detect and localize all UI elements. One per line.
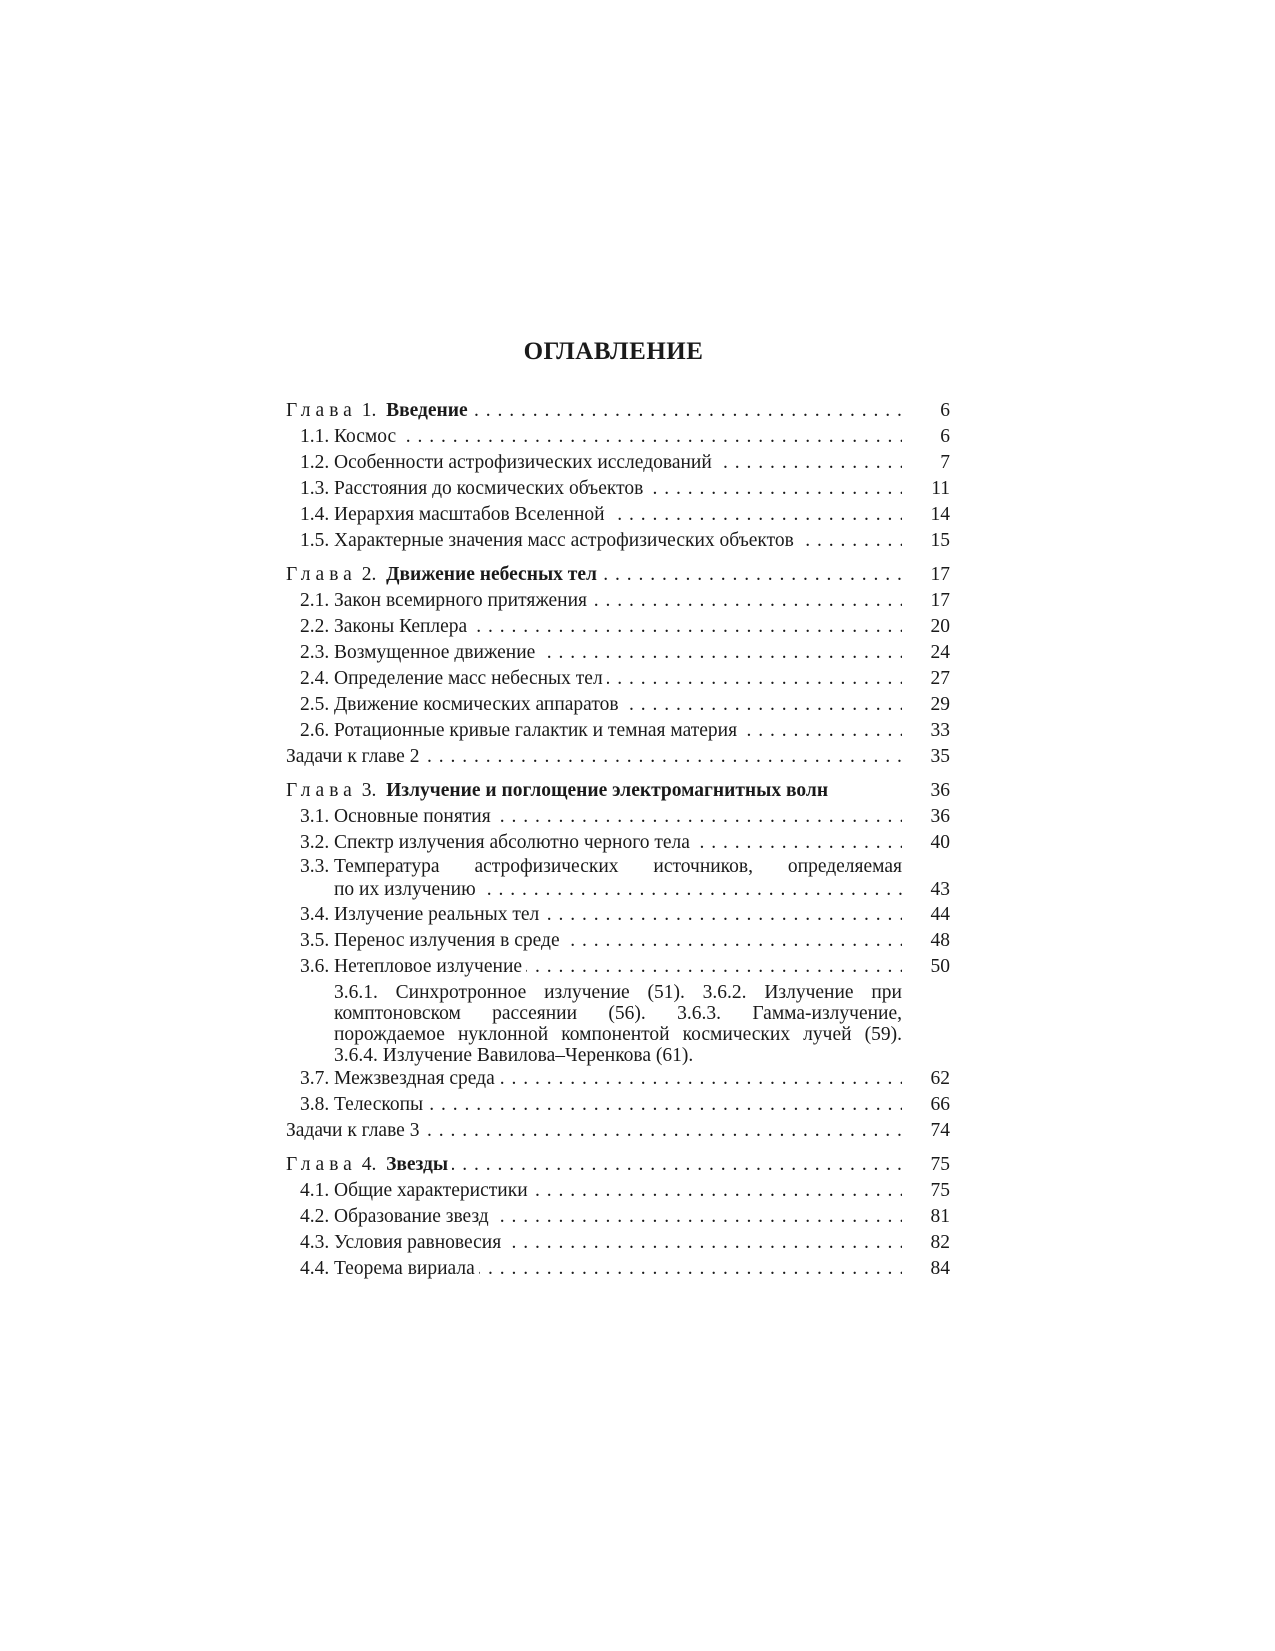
page-number: 81 — [930, 1206, 950, 1227]
section-number: 2.3. — [300, 642, 330, 663]
page-number: 74 — [930, 1120, 950, 1141]
toc-chapter-4[interactable] — [286, 1152, 950, 1178]
section-title: Межзвездная среда — [334, 1068, 495, 1089]
chapter-title: Введение — [386, 400, 468, 421]
page-number: 75 — [930, 1180, 950, 1201]
toc-section[interactable] — [286, 1178, 950, 1204]
page-number: 75 — [930, 1154, 950, 1175]
section-title: Основные понятия — [334, 806, 491, 827]
chapter-title: Звезды — [386, 1154, 449, 1175]
toc-chapter-3[interactable] — [286, 778, 950, 804]
section-number: 3.4. — [300, 904, 330, 925]
chapter-title: Движение небесных тел — [386, 564, 597, 585]
section-title: Расстояния до космических объектов — [334, 478, 644, 499]
section-number: 1.2. — [300, 452, 330, 473]
section-title: Закон всемирного притяжения — [334, 590, 588, 611]
chapter-number: 3. — [361, 780, 377, 801]
section-title: Иерархия масштабов Вселенной — [334, 504, 605, 525]
section-number: 4.1. — [300, 1180, 330, 1201]
toc-problems[interactable] — [286, 744, 950, 770]
page-number: 82 — [930, 1232, 950, 1253]
toc-section[interactable] — [286, 954, 950, 980]
section-title: Образование звезд — [334, 1206, 489, 1227]
section-title: Возмущенное движение — [334, 642, 536, 663]
section-number: 2.6. — [300, 720, 330, 741]
toc-section[interactable] — [286, 476, 950, 502]
chapter-word: Глава — [286, 564, 357, 585]
section-title: Законы Кеплера — [334, 616, 468, 637]
section-number: 1.1. — [300, 426, 330, 447]
page-number: 43 — [930, 879, 950, 900]
page-number: 11 — [931, 478, 950, 499]
chapter-number: 4. — [361, 1154, 377, 1175]
section-title: Характерные значения масс астрофизических объектов — [334, 530, 794, 551]
page-number: 27 — [930, 668, 950, 689]
toc-section[interactable] — [286, 1256, 950, 1282]
section-number: 1.5. — [300, 530, 330, 551]
section-number: 3.8. — [300, 1094, 330, 1115]
toc-section[interactable] — [286, 528, 950, 554]
section-number: 4.4. — [300, 1258, 330, 1279]
page-number: 50 — [930, 956, 950, 977]
page-title: ОГЛАВЛЕНИЕ — [523, 338, 704, 365]
toc-section[interactable] — [286, 588, 950, 614]
problems-title: Задачи к главе 3 — [286, 1120, 423, 1141]
section-number: 1.3. — [300, 478, 330, 499]
toc-section[interactable] — [286, 692, 950, 718]
page-number: 48 — [930, 930, 950, 951]
toc-section[interactable] — [286, 424, 950, 450]
section-title: Спектр излучения абсолютно черного тела — [334, 832, 690, 853]
page-number: 44 — [930, 904, 950, 925]
section-title: Условия равновесия — [334, 1232, 502, 1253]
toc-section[interactable] — [286, 614, 950, 640]
section-title: Общие характеристики — [334, 1180, 528, 1201]
section-title: Теорема вириала — [334, 1258, 475, 1279]
toc-chapter-2[interactable] — [286, 562, 950, 588]
page-number: 20 — [930, 616, 950, 637]
page-number: 17 — [930, 564, 950, 585]
toc-section[interactable] — [286, 928, 950, 954]
section-number: 3.7. — [300, 1068, 330, 1089]
section-title: Ротационные кривые галактик и темная материя — [334, 720, 738, 741]
page-number: 36 — [930, 780, 950, 801]
table-of-contents — [286, 398, 950, 1282]
page-number: 15 — [930, 530, 950, 551]
page-number: 33 — [930, 720, 950, 741]
chapter-number: 1. — [361, 400, 377, 421]
section-number: 4.2. — [300, 1206, 330, 1227]
toc-section[interactable] — [286, 1066, 950, 1092]
toc-section[interactable] — [286, 804, 950, 830]
toc-section-continued[interactable] — [286, 878, 950, 902]
toc-section[interactable] — [286, 1204, 950, 1230]
chapter-word: Глава — [286, 780, 357, 801]
section-title: Космос — [334, 426, 397, 447]
section-number: 2.1. — [300, 590, 330, 611]
page-number: 36 — [930, 806, 950, 827]
toc-section[interactable] — [286, 666, 950, 692]
page-number: 14 — [930, 504, 950, 525]
section-number: 1.4. — [300, 504, 330, 525]
section-number: 3.2. — [300, 832, 330, 853]
problems-title: Задачи к главе 2 — [286, 746, 423, 767]
page-number: 35 — [930, 746, 950, 767]
section-number: 3.1. — [300, 806, 330, 827]
toc-chapter-1[interactable] — [286, 398, 950, 424]
section-title: Движение космических аппаратов — [334, 694, 619, 715]
section-title: Перенос излучения в среде — [334, 930, 560, 951]
section-number: 2.5. — [300, 694, 330, 715]
section-number: 3.6. — [300, 956, 330, 977]
section-title: Особенности астрофизических исследований — [334, 452, 712, 473]
toc-section[interactable] — [286, 640, 950, 666]
page-number: 24 — [930, 642, 950, 663]
section-number: 4.3. — [300, 1232, 330, 1253]
section-title: Излучение реальных тел — [334, 904, 540, 925]
page-number: 29 — [930, 694, 950, 715]
section-title: Нетепловое излучение — [334, 956, 523, 977]
toc-section[interactable] — [286, 830, 950, 856]
page-number: 62 — [930, 1068, 950, 1089]
section-title: Телескопы — [334, 1094, 424, 1115]
section-number: 3.5. — [300, 930, 330, 951]
page-number: 17 — [930, 590, 950, 611]
chapter-word: Глава — [286, 1154, 357, 1175]
toc-section[interactable] — [286, 856, 950, 878]
chapter-number: 2. — [361, 564, 377, 585]
page-number: 6 — [940, 400, 950, 421]
toc-section[interactable] — [286, 502, 950, 528]
chapter-title: Излучение и поглощение электромагнитных волн — [386, 780, 829, 801]
section-title-line-2: по их излучению — [334, 879, 480, 900]
toc-section[interactable] — [286, 1092, 950, 1118]
page-number: 66 — [930, 1094, 950, 1115]
toc-section[interactable] — [286, 718, 950, 744]
section-number: 3.3. — [300, 856, 330, 877]
subsection-list: 3.6.1. Синхротронное излучение (51). 3.6.2. Излучение при комптоновском рассеянии (56). 3.6.3. Гамма-излучение, порождаемое нуклонной компонентой космических лучей (59). 3.6.4. Излучение Вавилова–Черенкова (61). — [334, 982, 902, 1066]
page-number: 6 — [940, 426, 950, 447]
toc-problems[interactable] — [286, 1118, 950, 1144]
toc-section[interactable] — [286, 1230, 950, 1256]
toc-section[interactable] — [286, 902, 950, 928]
section-number: 2.4. — [300, 668, 330, 689]
page-number: 7 — [940, 452, 950, 473]
chapter-word: Глава — [286, 400, 357, 421]
page-number: 84 — [930, 1258, 950, 1279]
section-title: Определение масс небесных тел — [334, 668, 603, 689]
section-title-line-1: Температура астрофизических источников, определяемая — [334, 856, 902, 877]
page-number: 40 — [930, 832, 950, 853]
section-number: 2.2. — [300, 616, 330, 637]
toc-section[interactable] — [286, 450, 950, 476]
